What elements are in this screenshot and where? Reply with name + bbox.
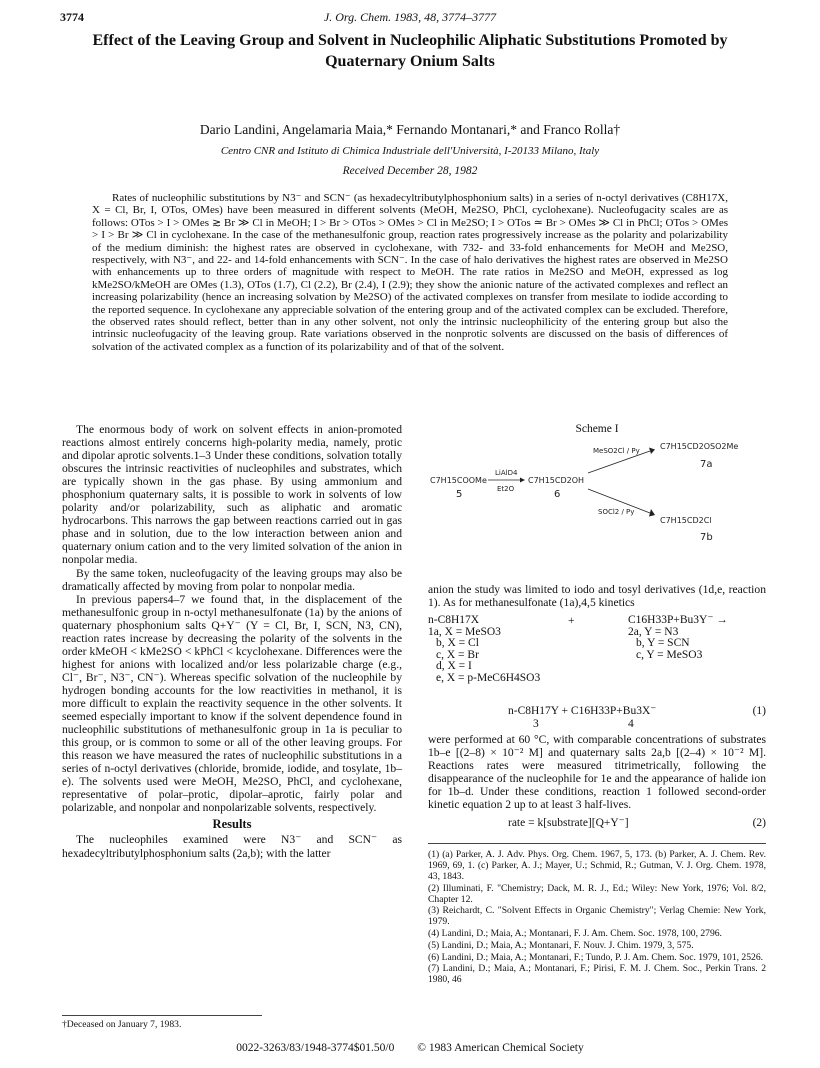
compound-7a-number: 7a: [700, 459, 713, 470]
reaction-1-products: [428, 705, 766, 733]
compound-6-number: 6: [554, 489, 561, 500]
rate-equation: rate = k[substrate][Q+Y⁻]: [508, 817, 629, 830]
reagent-et2o: Et2O: [497, 485, 515, 493]
scheme-diagram: [428, 439, 766, 579]
article-title: Effect of the Leaving Group and Solvent in Nucleophilic Aliphatic Substitutions Promoted by Quaternary Onium Salts: [92, 32, 728, 70]
left-column: [62, 423, 402, 860]
reagent-mesylation: MeSO2Cl / Py: [593, 447, 640, 455]
substrate-1b: b, X = Cl: [436, 637, 479, 650]
compound-7a: C7H15CD2OSO2Me: [660, 442, 739, 451]
scheme-1: [428, 423, 766, 583]
abstract: Rates of nucleophilic substitutions by N3⁻ and SCN⁻ (as hexadecyltributylphosphonium salts) in a series of n-octyl derivatives (C8H17X, X = Cl, Br, I, OTos, OMes) have been measured in different solvents (MeOH, Me2SO, PhCl, cyclohexane). Nucleofugacity scales are as follows: OTos > I > OMes ≳ Br ≫ Cl in MeOH; I > Br > OTos > OMes > Cl in Me2SO; I > OTos ≃ Br > OMes ≫ Cl in PhCl; OTos > OMes > I > Br ≫ Cl in cyclohexane. In the case of the methanesulfonic group, reaction rates progressively increase as the polarity and polarizability of the medium diminish: the highest rates are observed in cyclohexane, with 732- and 33-fold enhancements for MeOH and Me2SO, respectively, with N3⁻, and 22- and 14-fold enhancements with SCN⁻. In the case of halo derivatives the highest rates are observed in Me2SO with enhancements up to three orders of magnitude with respect to MeOH. The rate ratios in Me2SO and MeOH, expressed as log kMe2SO/kMeOH are OMes (1.3), OTos (1.7), Cl (2.2), Br (2.4), I (2.9); they show the anionic nature of the activated complexes and reflect an increasing polarizability (hence an increasing solvation by Me2SO) of the activated complexes on transfer from mesilate to iodide according to the reported sequence. In cyclohexane any appreciable solvation of the entering group and of the activated complex can be excluded. Therefore, the observed rates should reflect, better than in any other solvent, not only the intrinsic nucleophilicity of the entering group but also the intrinsic nucleofugacity of the leaving group. Rate variations observed in the nonprotic solvents are discussed on the basis of differences of solvation of the activated complex as a function of its polarizability and of that of the solvent.: [92, 192, 728, 353]
substrate-general: n-C8H17X: [428, 614, 480, 627]
plus-sign: +: [568, 615, 575, 628]
affiliation: Centro CNR and Istituto di Chimica Industriale dell'Università, I-20133 Milano, Italy: [220, 145, 600, 157]
scheme-title: Scheme I: [575, 423, 619, 435]
substrate-1e: e, X = p-MeC6H4SO3: [436, 671, 541, 684]
reference-1: (1) (a) Parker, A. J. Adv. Phys. Org. Chem. 1967, 5, 173. (b) Parker, A. J. Chem. Rev. 1969, 69, 1. (c) Parker, A. J.; Mayer, U.; Schmid, R.; Gutman, V. J. Org. Chem. 1978, 43, 1843.: [428, 849, 766, 882]
substrate-1d: d, X = I: [436, 660, 472, 673]
substrate-list: [428, 615, 540, 684]
reference-2: (2) Illuminati, F. "Chemistry; Dack, M. R. J., Ed.; Wiley: New York, 1976; Vol. 8/2, Chapter 12.: [428, 882, 766, 905]
reference-6: (6) Landini, D.; Maia, A.; Montanari, F.; Tundo, P. J. Am. Chem. Soc. 1979, 101, 2526.: [428, 951, 764, 963]
reagent-lialD4: LiAlD4: [495, 469, 518, 477]
kinetics-paragraph: were performed at 60 °C, with comparable concentrations of substrates 1b–e [(2–8) × 10⁻² M] and quaternary salts 2a,b [(2–4) × 10⁻² M]. Reactions rates were measured titrimetrically, following the disappearance of the nucleophile for 1e and the appearance of halide ion for 1b–d. Under these conditions, reaction 1 followed second-order kinetic equation 2 up to at least 3 half-lives.: [428, 733, 766, 812]
reagent-chlorination: SOCl2 / Py: [598, 508, 635, 516]
equation-2-label: (2): [752, 817, 766, 830]
reference-3: (3) Reichardt, C. "Solvent Effects in Organic Chemistry"; Verlag Chemie: New York, 1979.: [428, 905, 766, 928]
page-footer: [60, 1042, 760, 1054]
reagent-2a: 2a, Y = N3: [628, 625, 679, 638]
reagent-general: C16H33P+Bu3Y⁻ →: [628, 614, 728, 627]
received-date: Received December 28, 1982: [342, 165, 478, 177]
arrowhead-5-to-6: [520, 478, 525, 483]
results-heading: Results: [212, 817, 252, 832]
equation-1-label: (1): [752, 705, 766, 718]
reference-4: (4) Landini, D.; Maia, A.; Montanari, F. J. Am. Chem. Soc. 1978, 100, 2796.: [428, 927, 722, 939]
article-code: 0022-3263/83/1948-3774$01.50/0: [236, 1042, 395, 1054]
intro-paragraph-2: By the same token, nucleofugacity of the leaving groups may also be dramatically affected by moving from polar to nonpolar media.: [62, 566, 402, 593]
reagent-2b: b, Y = SCN: [636, 637, 690, 650]
product-4-number: 4: [628, 718, 634, 731]
compound-5-number: 5: [456, 489, 463, 500]
products: n-C8H17Y + C16H33P+Bu3X⁻: [508, 705, 657, 718]
reaction-1: [428, 615, 766, 705]
compound-7b-number: 7b: [700, 532, 713, 543]
copyright: © 1983 American Chemical Society: [417, 1042, 584, 1054]
intro-paragraph-1: The enormous body of work on solvent effects in anion-promoted reactions almost entirely concerns high-polarity media, namely, protic and dipolar aprotic solvents.1–3 Under these conditions, solvation totally obscures the intrinsic reactivities of nucleophiles and substrates, which are typically shown in the gas phase. By using ammonium and phosphonium quaternary salts, it is possible to work in solvents of low polarity and/or polarizability, such as aliphatic and aromatic hydrocarbons. This narrows the gap between reactions carried out in gas phase and in solution, due to the low interaction between anion and quaternary onium cation and to the very limited solvation of the anion in nonpolar media.: [62, 423, 402, 567]
reagent-list: [628, 615, 728, 661]
reference-5: (5) Landini, D.; Maia, A.; Montanari, F. Nouv. J. Chim. 1979, 3, 575.: [428, 939, 694, 951]
equation-2: [428, 817, 766, 835]
intro-paragraph-3: In previous papers4–7 we found that, in the displacement of the methanesulfonic group in n-octyl methanesulfonate (1a) by the anions of quaternary phosphonium salts Q+Y⁻ (Y = Cl, Br, I, SCN, N3, CN), reaction rates increase by decreasing the polarity of the solvents in the order kMeOH < kMe2SO < kPhCl < kcyclohexane. Differences were the highest for anions with localized and/or less polarizable charge (e.g., Cl⁻, Br⁻, N3⁻, CN⁻). Whereas specific solvation of the nucleophile by hydrogen bonding accounts for the low reactivities in methanol, it is more difficult to explain the reactivity sequence in the other solvents. It seemed especially important to know if the solvent dependence found in nucleophilic substitutions of methanesulfonic group in 1a is peculiar to this group, or is common to some or all of the other leaving groups. For this reason we have measured the rates of nucleophilic substitutions in a series of n-octyl derivatives (chloride, bromide, iodide, and tosylate, 1b–e). The solvents used were MeOH, Me2SO, PhCl, and cyclohexane, representative of polar–protic, dipolar–aprotic, fairly polar and polarizable, and nonpolar and nonpolarizable solvents, respectively.: [62, 592, 402, 815]
deceased-footnote: †Deceased on January 7, 1983.: [62, 1015, 262, 1030]
compound-5: C7H15COOMe: [430, 476, 487, 485]
journal-citation: J. Org. Chem. 1983, 48, 3774–3777: [323, 10, 497, 24]
substrate-1c: c, X = Br: [436, 648, 479, 661]
page-number: 3774: [60, 10, 84, 24]
reagent-2c: c, Y = MeSO3: [636, 648, 703, 661]
reference-list: [428, 843, 766, 986]
right-column: [428, 423, 766, 987]
results-paragraph: The nucleophiles examined were N3⁻ and SCN⁻ as hexadecyltributylphosphonium salts (2a,b); with the latter: [62, 833, 402, 860]
substrate-1a: 1a, X = MeSO3: [428, 625, 501, 638]
page-header: [60, 10, 760, 26]
product-3-number: 3: [533, 718, 539, 731]
compound-7b: C7H15CD2Cl: [660, 516, 712, 525]
compound-6: C7H15CD2OH: [528, 476, 585, 485]
author-list: Dario Landini, Angelamaria Maia,* Fernando Montanari,* and Franco Rolla†: [199, 122, 621, 137]
results-continued-paragraph: anion the study was limited to iodo and tosyl derivatives (1d,e, reaction 1). As for methanesulfonate (1a),4,5 kinetics: [428, 583, 766, 610]
reference-7: (7) Landini, D.; Maia, A.; Montanari, F.; Pirisi, F. M. J. Chem. Soc., Perkin Trans. 2 1980, 46: [428, 963, 766, 986]
